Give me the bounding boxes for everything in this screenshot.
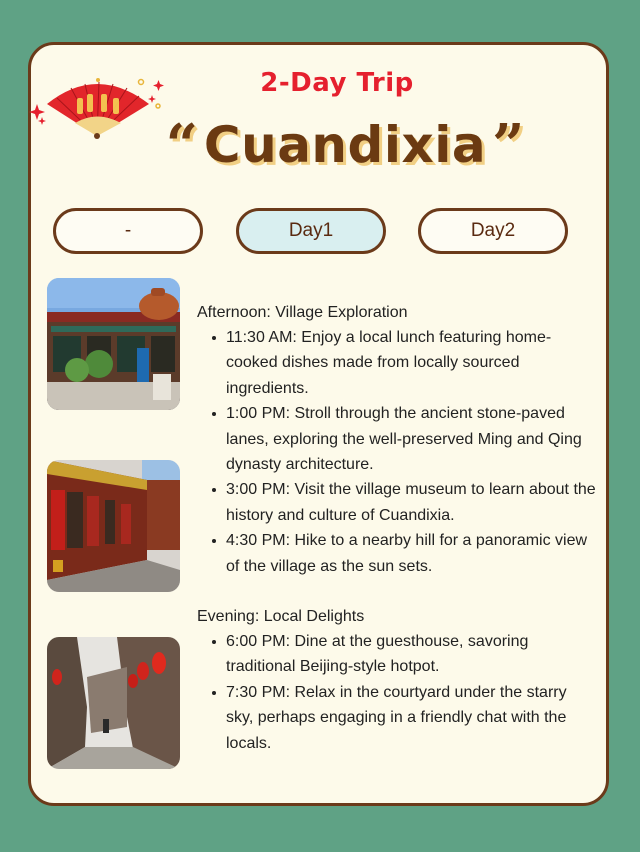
open-quote: “ <box>165 112 198 178</box>
destination-title: Cuandixia <box>203 116 487 174</box>
list-item: 11:30 AM: Enjoy a local lunch featuring home-cooked dishes made from locally sourced ingredients. <box>197 325 597 401</box>
street-photo <box>47 460 180 592</box>
evening-list <box>197 629 597 756</box>
folding-fan-icon <box>27 74 167 154</box>
section-title: Evening: Local Delights <box>197 608 365 626</box>
section-title: Afternoon: Village Exploration <box>197 304 408 321</box>
page-title <box>160 110 530 180</box>
close-quote: ” <box>492 112 525 178</box>
tab-previous[interactable]: - <box>53 208 203 254</box>
list-item: 1:00 PM: Stroll through the ancient stone-paved lanes, exploring the well-preserved Ming and Qing dynasty architecture. <box>197 401 597 477</box>
list-item: 7:30 PM: Relax in the courtyard under the starry sky, perhaps engaging in a friendly chat with the locals. <box>197 680 597 756</box>
tab-day2[interactable]: Day2 <box>418 208 568 254</box>
trip-subtitle: 2-Day Trip <box>260 68 414 98</box>
afternoon-list <box>197 325 597 579</box>
alley-photo <box>47 637 180 769</box>
list-item: 4:30 PM: Hike to a nearby hill for a panoramic view of the village as the sun sets. <box>197 528 597 579</box>
list-item: 3:00 PM: Visit the village museum to learn about the history and culture of Cuandixia. <box>197 477 597 528</box>
itinerary-content <box>197 300 597 756</box>
teahouse-photo <box>47 278 180 410</box>
list-item: 6:00 PM: Dine at the guesthouse, savoring traditional Beijing-style hotpot. <box>197 629 597 680</box>
tab-day1[interactable]: Day1 <box>236 208 386 254</box>
